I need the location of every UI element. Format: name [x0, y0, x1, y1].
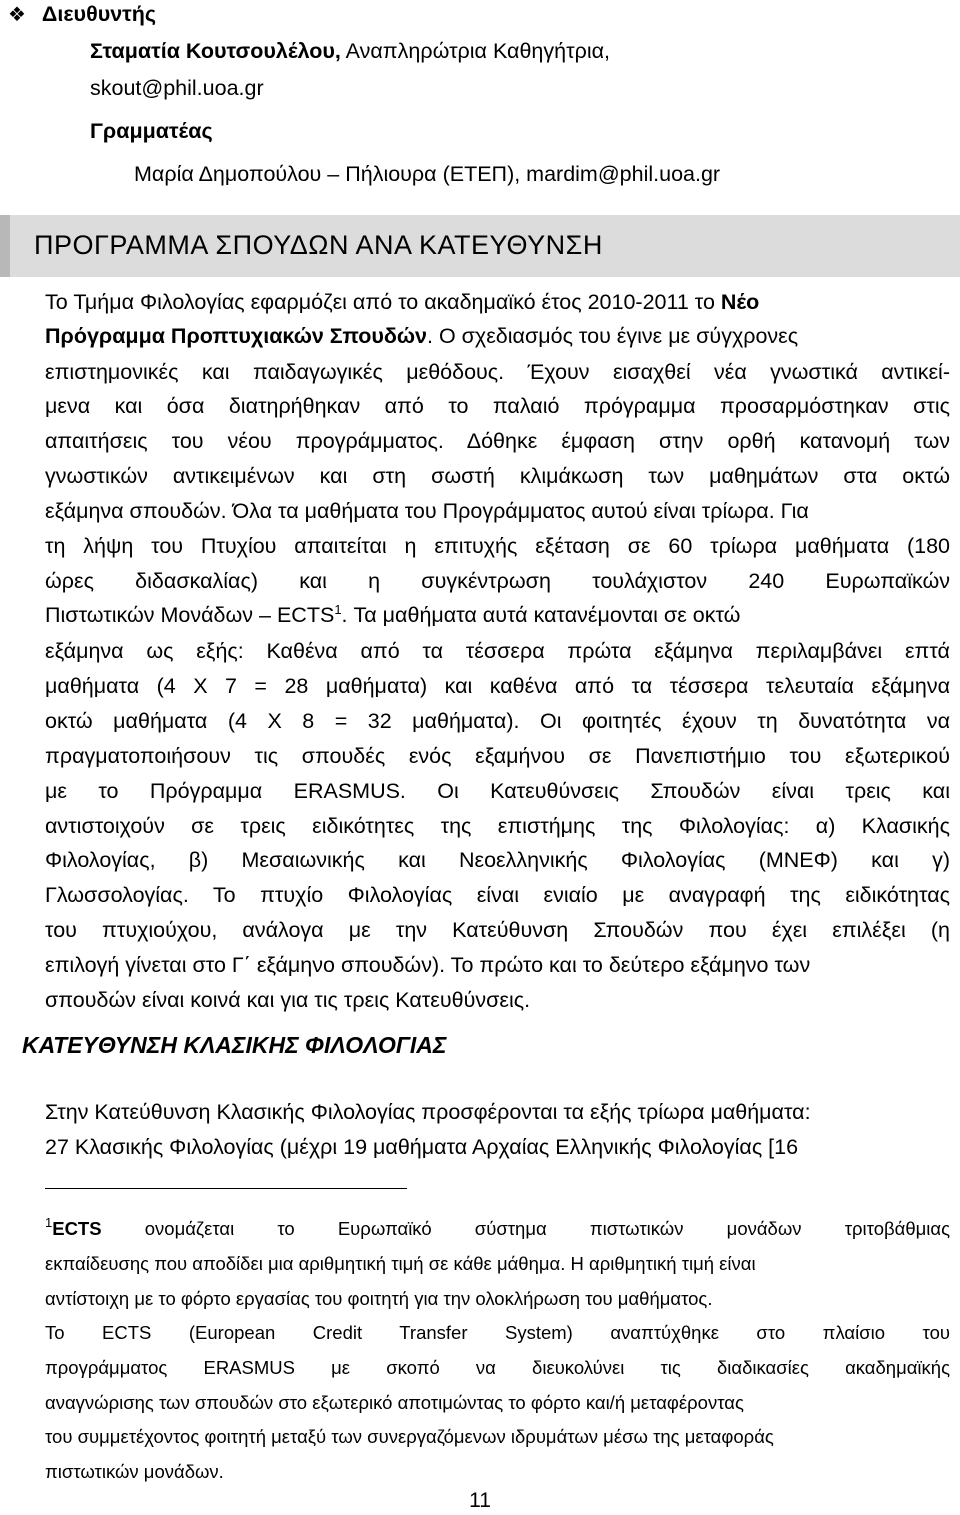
heading-band-edge [0, 215, 10, 277]
body-line-11: εξάμηνα ως εξής: Καθένα από τα τέσσερα πρώτα εξάμηνα περιλαμβάνει επτά [45, 639, 950, 663]
director-heading: Διευθυντής [41, 2, 157, 26]
body-line-10 [45, 598, 740, 635]
body-bold-text: Νέο [720, 290, 760, 314]
body-line-12: μαθήματα (4 Χ 7 = 28 μαθήματα) και καθένα από τα τέσσερα τελευταία εξάμηνα [45, 674, 950, 698]
footnote-term: ECTS [52, 1218, 102, 1239]
body-line-2 [45, 319, 798, 353]
footnote-line-1 [45, 1212, 950, 1248]
director-name: Σταματία Κουτσουλέλου, [90, 39, 341, 63]
body-line-17: Φιλολογίας, β) Μεσαιωνικής και Νεοελληνικής Φιλολογίας (ΜΝΕΦ) και γ) [45, 848, 950, 872]
footnote-line-6: αναγνώρισης των σπουδών στο εξωτερικό αποτιμώντας το φόρτο και/ή μεταφέροντας [45, 1392, 744, 1413]
section-line-1: Στην Κατεύθυνση Κλασικής Φιλολογίας προσφέρονται τα εξής τρίωρα μαθήματα: [45, 1100, 811, 1124]
body-line-18: Γλωσσολογίας. Το πτυχίο Φιλολογίας είναι ενιαίο με αναγραφή της ειδικότητας [45, 883, 950, 907]
footnote-marker: 1 [45, 1215, 53, 1230]
body-line-8: τη λήψη του Πτυχίου απαιτείται η επιτυχής εξέταση σε 60 τρίωρα μαθήματα (180 [45, 534, 950, 558]
body-text: Το Τμήμα Φιλολογίας εφαρμόζει από το ακαδημαϊκό έτος 2010-2011 το [45, 290, 721, 314]
body-line-20: επιλογή γίνεται στο Γ΄ εξάμηνο σπουδών). Το πρώτο και το δεύτερο εξάμηνο των [45, 953, 811, 977]
body-line-9: ώρες διδασκαλίας) και η συγκέντρωση τουλάχιστον 240 Ευρωπαϊκών [45, 569, 950, 593]
footnote-line-8: πιστωτικών μονάδων. [45, 1461, 224, 1482]
body-line-6: γνωστικών αντικειμένων και στη σωστή κλιμάκωση των μαθημάτων στα οκτώ [45, 464, 950, 488]
body-line-7: εξάμηνα σπουδών. Όλα τα μαθήματα του Προγράμματος αυτού είναι τρίωρα. Για [45, 499, 809, 523]
footnote-line-7: του συμμετέχοντος φοιτητή μεταξύ των συνεργαζόμενων ιδρυμάτων μέσω της μεταφοράς [45, 1426, 774, 1447]
body-line-5: απαιτήσεις του νέου προγράμματος. Δόθηκε έμφαση στην ορθή κατανομή των [45, 429, 950, 453]
body-line-14: πραγματοποιήσουν τις σπουδές ενός εξαμήνου σε Πανεπιστήμιο του εξωτερικού [45, 744, 950, 768]
footnote-ref: 1 [334, 602, 342, 617]
secretary-line: Μαρία Δημοπούλου – Πήλιουρα (ΕΤΕΠ), mardim@phil.uoa.gr [134, 162, 721, 186]
body-line-13: οκτώ μαθήματα (4 Χ 8 = 32 μαθήματα). Οι φοιτητές έχουν τη δυνατότητα να [45, 709, 950, 733]
body-line-19: του πτυχιούχου, ανάλογα με την Κατεύθυνση Σπουδών που έχει επιλέξει (η [45, 918, 950, 942]
body-line-16: αντιστοιχούν σε τρεις ειδικότητες της επιστήμης της Φιλολογίας: α) Κλασικής [45, 814, 950, 838]
director-email: skout@phil.uoa.gr [90, 76, 264, 100]
footnote-line-3: αντίστοιχη με το φόρτο εργασίας του φοιτητή για την ολοκλήρωση του μαθήματος. [45, 1288, 713, 1309]
body-bold-text: Πρόγραμμα Προπτυχιακών Σπουδών [45, 324, 428, 348]
footnote-line-2: εκπαίδευσης που αποδίδει μια αριθμητική τιμή σε κάθε μάθημα. Η αριθμητική τιμή είναι [45, 1253, 756, 1274]
body-text: . Ο σχεδιασμός του έγινε με σύγχρονες [427, 324, 799, 348]
director-line [90, 34, 610, 68]
body-line-1 [45, 285, 759, 319]
footnote-text: ονομάζεται το Ευρωπαϊκό σύστημα πιστωτικών μονάδων τριτοβάθμιας [101, 1218, 950, 1239]
body-line-15: με το Πρόγραμμα ERASMUS. Οι Κατευθύνσεις Σπουδών είναι τρεις και [45, 779, 950, 803]
director-heading-line [8, 0, 156, 32]
body-line-4: μενα και όσα διατηρήθηκαν από το παλαιό πρόγραμμα προσαρμόστηκαν στις [45, 394, 950, 418]
body-text: . Τα μαθήματα αυτά κατανέμονται σε οκτώ [341, 603, 741, 627]
secretary-heading: Γραμματέας [90, 119, 213, 143]
section-line-2: 27 Κλασικής Φιλολογίας (μέχρι 19 μαθήματα Αρχαίας Ελληνικής Φιλολογίας [16 [45, 1135, 799, 1159]
footnote-line-5: προγράμματος ERASMUS με σκοπό να διευκολύνει τις διαδικασίες ακαδημαϊκής [45, 1357, 950, 1378]
page-number: 11 [469, 1489, 491, 1512]
footnote-line-4: Το ECTS (European Credit Transfer System) αναπτύχθηκε στο πλαίσιο του [45, 1322, 950, 1343]
body-text: Πιστωτικών Μονάδων – ECTS [45, 603, 335, 627]
body-line-3: επιστημονικές και παιδαγωγικές μεθόδους. Έχουν εισαχθεί νέα γνωστικά αντικεί- [45, 360, 950, 384]
body-line-21: σπουδών είναι κοινά και για τις τρεις Κατευθύνσεις. [45, 988, 531, 1012]
diamond-bullet-icon: ❖ [8, 4, 26, 26]
program-heading: ΠΡΟΓΡΑΜΜΑ ΣΠΟΥΔΩΝ ΑΝΑ ΚΑΤΕΥΘΥΝΣΗ [34, 230, 603, 260]
section-title: ΚΑΤΕΥΘΥΝΣΗ ΚΛΑΣΙΚΗΣ ΦΙΛΟΛΟΓΙΑΣ [22, 1032, 447, 1058]
footnote-separator [45, 1188, 407, 1189]
director-role: Αναπληρώτρια Καθηγήτρια, [340, 39, 610, 63]
